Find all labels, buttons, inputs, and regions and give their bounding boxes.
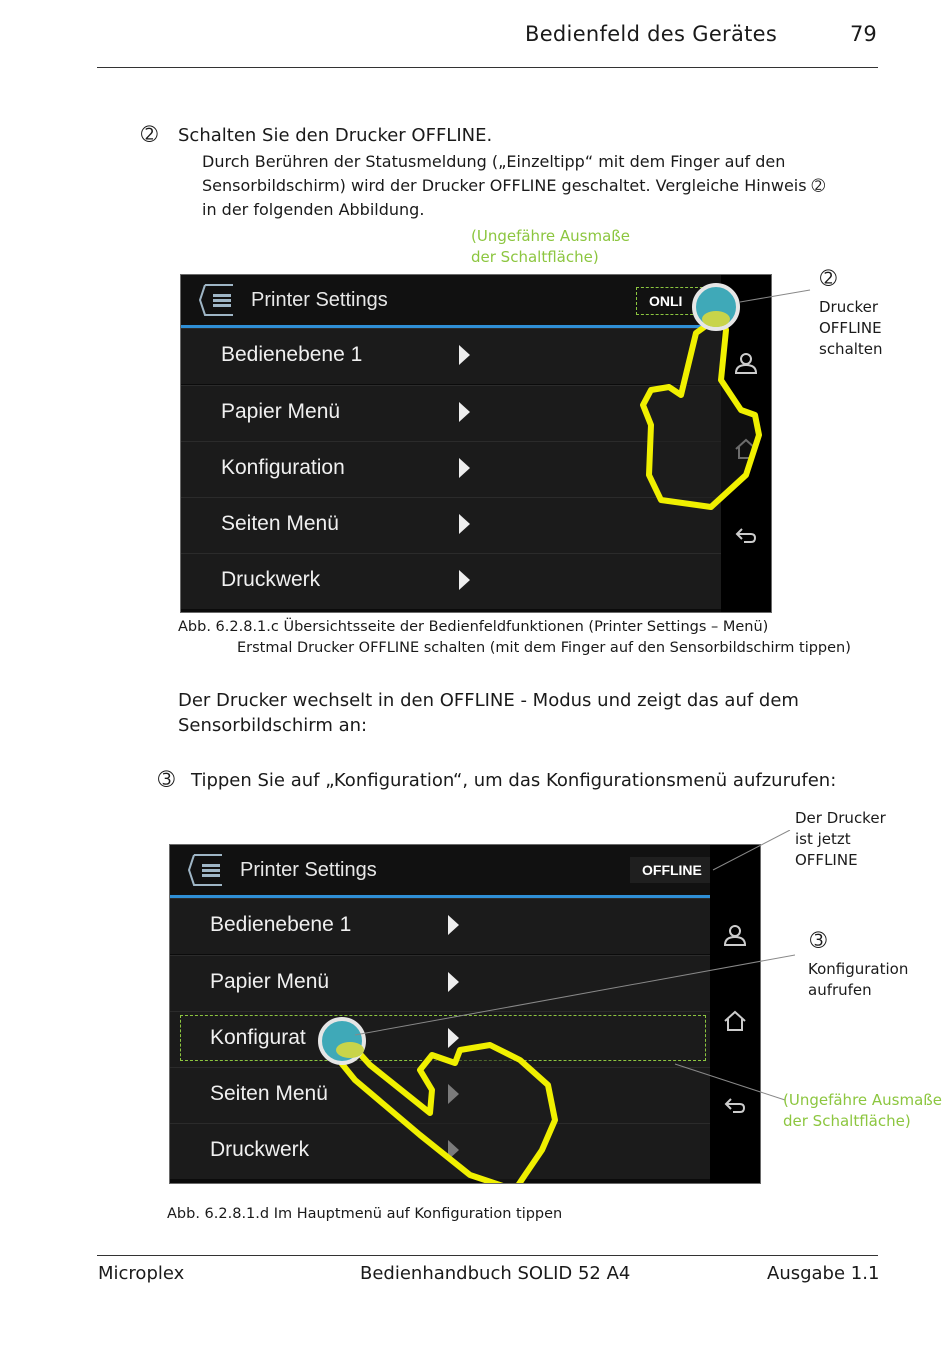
offline-paragraph: [178, 688, 799, 738]
page-number: 79: [850, 22, 877, 46]
caption-1-line-1: Abb. 6.2.8.1.c Übersichtsseite der Bedienfeldfunktionen (Printer Settings – Menü): [178, 619, 769, 635]
callout-lines: [355, 830, 795, 1110]
side-line: OFFLINE: [819, 319, 882, 337]
step-2-period: .: [486, 125, 493, 146]
note-line: der Schaltfläche): [471, 248, 599, 266]
para-line: Der Drucker wechselt in den OFFLINE - Modus und zeigt das auf dem: [178, 690, 799, 711]
menu-label: Papier Menü: [221, 400, 341, 423]
step-3-text: Tippen Sie auf „Konfiguration“, um das: [191, 770, 546, 791]
step-3-number: ➂: [158, 767, 175, 791]
body-line: Sensorbildschirm) wird der Drucker OFFLINE geschaltet. Vergleiche Hinweis ➁: [202, 176, 826, 195]
side-line: schalten: [819, 340, 883, 358]
footer-center: Bedienhandbuch SOLID 52 A4: [360, 1263, 631, 1284]
offline-status-button[interactable]: OFFLINE: [630, 857, 714, 883]
menu-label: Druckwerk: [210, 1138, 310, 1161]
menu-label: Seiten Menü: [210, 1082, 328, 1105]
printer-screen-1: [180, 274, 772, 613]
step-3-colon: :: [830, 770, 837, 791]
menu-label: Druckwerk: [221, 568, 321, 591]
menu-label: Seiten Menü: [221, 512, 339, 535]
step-3-heading: [191, 770, 836, 791]
step-2-heading: [178, 125, 492, 146]
step-2-body: [202, 150, 825, 222]
menu-label: Konfigurat: [210, 1026, 306, 1049]
menu-label: Konfiguration: [221, 456, 345, 479]
step-3-text: zu: [761, 770, 783, 791]
finger-pointer-icon: [181, 275, 771, 612]
side-line: Konfiguration: [808, 960, 909, 978]
footer-right: Ausgabe 1.1: [767, 1263, 880, 1284]
caption-2: Abb. 6.2.8.1.d Im Hauptmenü auf Konfiguration tippen: [167, 1206, 563, 1222]
step-2-offline-word: OFFLINE: [411, 125, 487, 146]
side-line: Der Drucker: [795, 809, 886, 827]
footer-left: Microplex: [98, 1263, 185, 1284]
note-line: (Ungefähre Ausmaße: [783, 1091, 942, 1109]
step-3-menu-word: Konfigurationsmenü auf: [546, 770, 762, 791]
button-size-note-2: [783, 1090, 942, 1132]
side-3-note: [808, 959, 908, 1001]
side-line: OFFLINE: [795, 851, 858, 869]
menu-label: Bedienebene 1: [210, 913, 352, 936]
screen-title: Printer Settings: [251, 289, 388, 311]
note-line: (Ungefähre Ausmaße: [471, 227, 630, 245]
side-3-number: ➂: [810, 928, 827, 952]
para-line: Sensorbildschirm an:: [178, 715, 368, 736]
step-3-text: rufen: [782, 770, 831, 791]
note-line: der Schaltfläche): [783, 1112, 911, 1130]
body-line: Durch Berühren der Statusmeldung („Einzeltipp“ mit dem Finger auf den: [202, 152, 786, 171]
step-2-text: Schalten Sie den Drucker: [178, 125, 412, 146]
callout-line: [740, 280, 820, 310]
side-offline-note: [795, 808, 886, 871]
button-size-note: [471, 226, 630, 268]
side-line: ist jetzt: [795, 830, 851, 848]
footer-rule: [97, 1255, 878, 1256]
menu-label: Bedienebene 1: [221, 343, 363, 366]
screen-title: Printer Settings: [240, 859, 377, 881]
header-rule: [97, 67, 878, 68]
side-line: aufrufen: [808, 981, 872, 999]
step-2-number: ➁: [141, 122, 158, 146]
caption-1-line-2: Erstmal Drucker OFFLINE schalten (mit dem Finger auf den Sensorbildschirm tippen): [237, 640, 851, 656]
menu-label: Papier Menü: [210, 970, 330, 993]
side-2-number: ➁: [820, 266, 837, 290]
side-2-note: [819, 297, 883, 360]
online-status-button[interactable]: ONLI: [636, 287, 752, 315]
body-line: in der folgenden Abbildung.: [202, 200, 425, 219]
header-title: Bedienfeld des Gerätes: [525, 22, 778, 46]
side-line: Drucker: [819, 298, 879, 316]
